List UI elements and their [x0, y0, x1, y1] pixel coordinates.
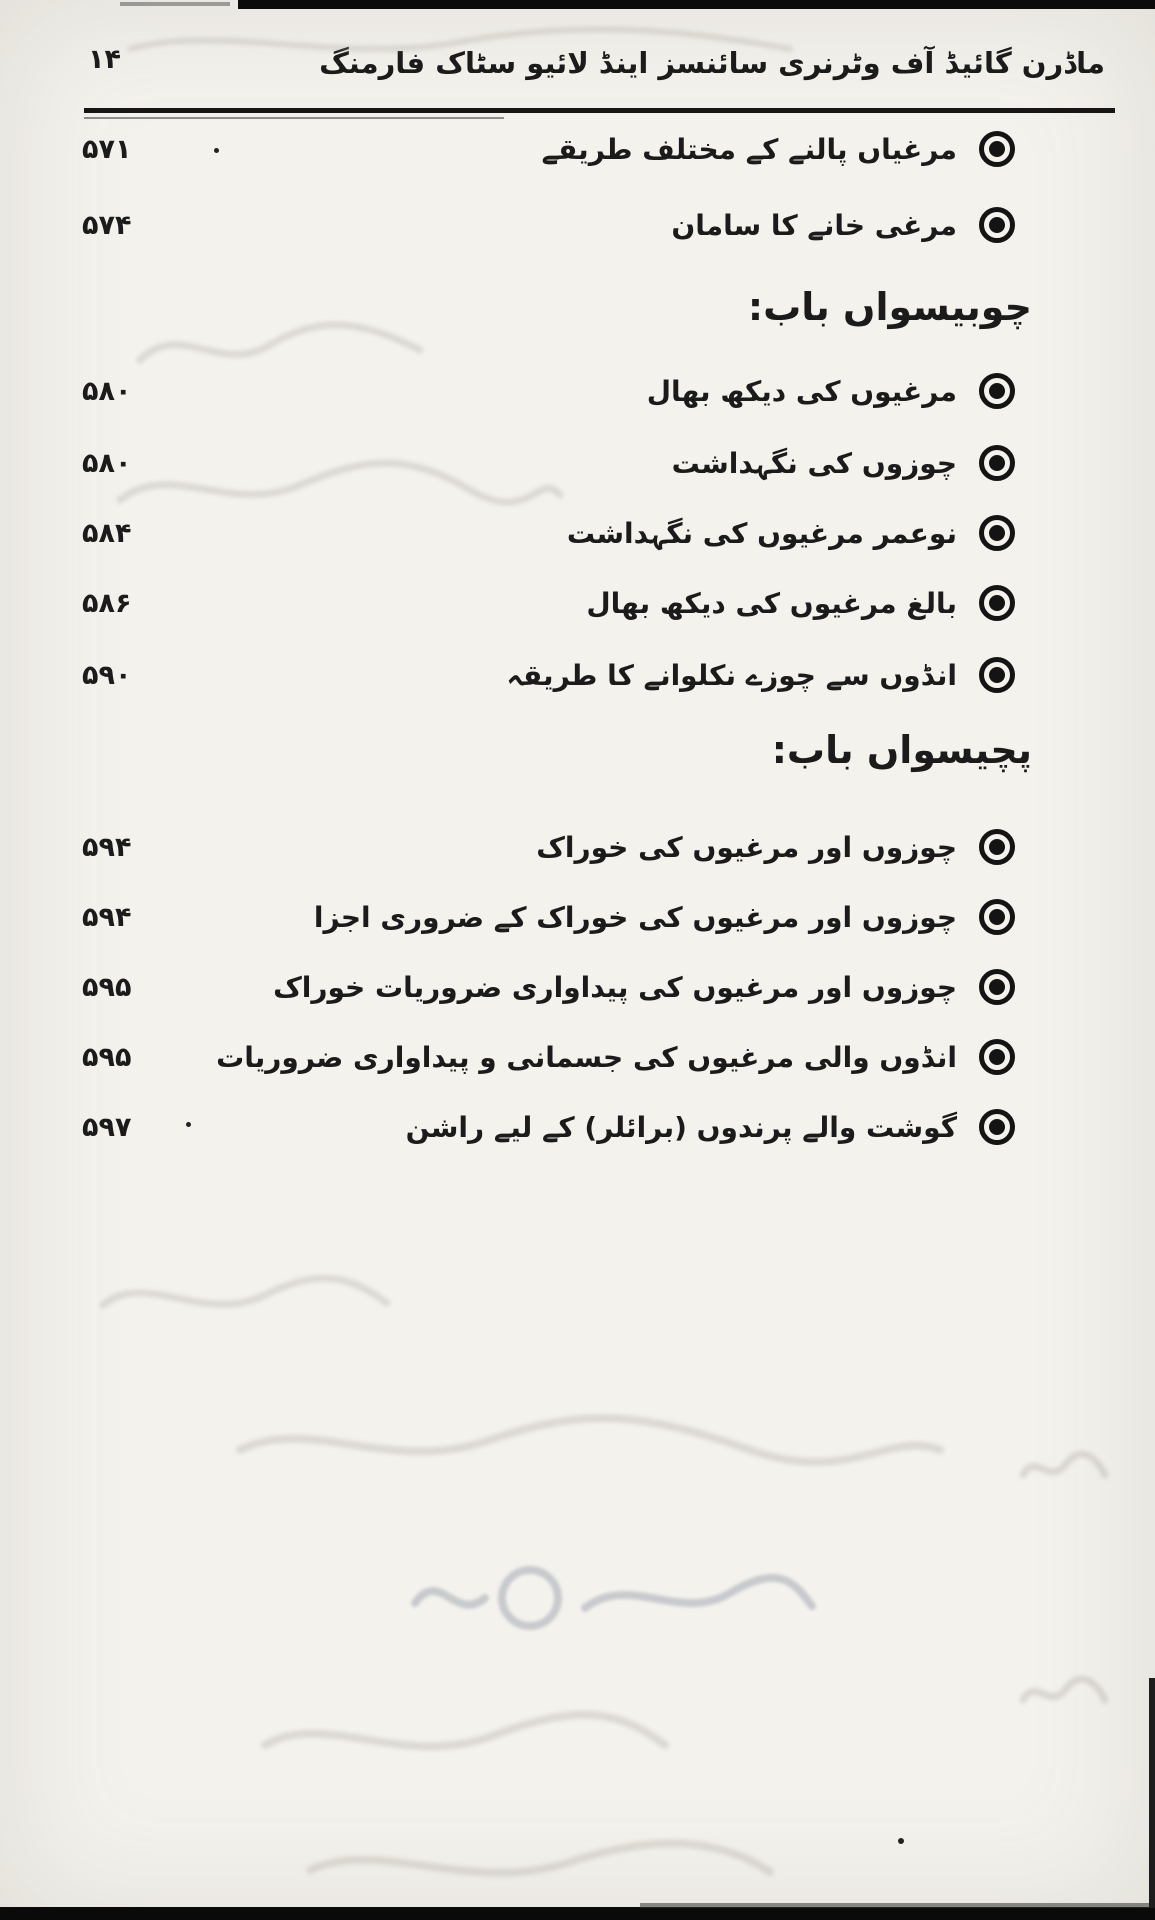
toc-entry-title: انڈوں سے چوزے نکلوانے کا طریقہ	[506, 658, 957, 692]
bleed-through-mark	[110, 430, 570, 530]
bullet-icon	[979, 207, 1015, 243]
toc-row	[82, 1032, 1015, 1082]
toc-page-number: ۵۹۴	[82, 831, 132, 863]
bleed-through-mark	[230, 1395, 950, 1485]
bullet-icon	[979, 585, 1015, 621]
bullet-icon	[979, 657, 1015, 693]
toc-entry-title: چوزوں اور مرغیوں کی خوراک	[536, 830, 957, 864]
bullet-icon	[979, 899, 1015, 935]
toc-entry-title: چوزوں اور مرغیوں کی پیداواری ضروریات خوراک	[273, 970, 957, 1004]
bleed-through-mark	[1015, 1440, 1110, 1495]
ink-dot	[898, 1838, 904, 1844]
chapter-heading: چوبیسواں باب:	[747, 285, 1032, 329]
toc-entry-title: نوعمر مرغیوں کی نگہداشت	[566, 516, 957, 550]
bullet-icon	[979, 1109, 1015, 1145]
scan-edge-top-faint	[120, 2, 230, 6]
bullet-icon	[979, 373, 1015, 409]
chapter-heading: پچیسواں باب:	[771, 728, 1032, 772]
scan-edge-bottom	[0, 1907, 1155, 1920]
toc-row	[82, 124, 1015, 174]
toc-page-number: ۵۸۴	[82, 517, 132, 549]
toc-page-number: ۵۸۰	[82, 375, 132, 407]
ink-dot	[214, 148, 219, 153]
bleed-through-mark	[400, 1548, 820, 1643]
bleed-through-mark	[95, 1255, 395, 1335]
scan-edge-top	[238, 0, 1155, 9]
bleed-through-mark	[255, 1690, 675, 1780]
bleed-through-mark	[130, 300, 430, 390]
scan-edge-right	[1149, 1678, 1155, 1908]
toc-page-number: ۵۸۶	[82, 587, 132, 619]
book-title-header: ماڈرن گائیڈ آف وٹرنری سائنسز اینڈ لائیو سٹاک فارمنگ	[319, 46, 1105, 80]
toc-page-number: ۵۹۷	[82, 1111, 132, 1143]
ink-dot	[186, 1122, 191, 1127]
bleed-through-mark	[1015, 1665, 1110, 1720]
header-rule	[84, 108, 1115, 113]
toc-row	[82, 650, 1015, 700]
toc-entry-title: مرغیاں پالنے کے مختلف طریقے	[541, 132, 957, 166]
toc-row	[82, 962, 1015, 1012]
bullet-icon	[979, 445, 1015, 481]
toc-entry-title: چوزوں اور مرغیوں کی خوراک کے ضروری اجزا	[313, 900, 957, 934]
toc-row	[82, 822, 1015, 872]
toc-page-number: ۵۹۵	[82, 971, 132, 1003]
toc-page-number: ۵۷۴	[82, 209, 132, 241]
toc-row	[82, 578, 1015, 628]
toc-page-number: ۵۸۰	[82, 447, 132, 479]
toc-page-number: ۵۹۵	[82, 1041, 132, 1073]
bullet-icon	[979, 131, 1015, 167]
bullet-icon	[979, 829, 1015, 865]
toc-entry-title: مرغیوں کی دیکھ بھال	[646, 374, 957, 408]
toc-entry-title: چوزوں کی نگہداشت	[671, 446, 957, 480]
bullet-icon	[979, 1039, 1015, 1075]
toc-row	[82, 200, 1015, 250]
toc-page-number: ۵۹۰	[82, 659, 132, 691]
toc-page-number: ۵۷۱	[82, 133, 132, 165]
header-rule-echo	[84, 117, 504, 119]
toc-entry-title: گوشت والے پرندوں (برائلر) کے لیے راشن	[405, 1110, 957, 1144]
toc-row	[82, 892, 1015, 942]
page-number: ۱۴	[88, 44, 121, 75]
toc-row	[82, 1102, 1015, 1152]
toc-entry-title: مرغی خانے کا سامان	[671, 208, 957, 242]
bleed-through-mark	[300, 1820, 780, 1905]
toc-entry-title: بالغ مرغیوں کی دیکھ بھال	[586, 586, 957, 620]
bullet-icon	[979, 515, 1015, 551]
bleed-through-mark	[120, 14, 800, 74]
bullet-icon	[979, 969, 1015, 1005]
toc-entry-title: انڈوں والی مرغیوں کی جسمانی و پیداواری ضروریات	[216, 1040, 957, 1074]
toc-page-number: ۵۹۴	[82, 901, 132, 933]
